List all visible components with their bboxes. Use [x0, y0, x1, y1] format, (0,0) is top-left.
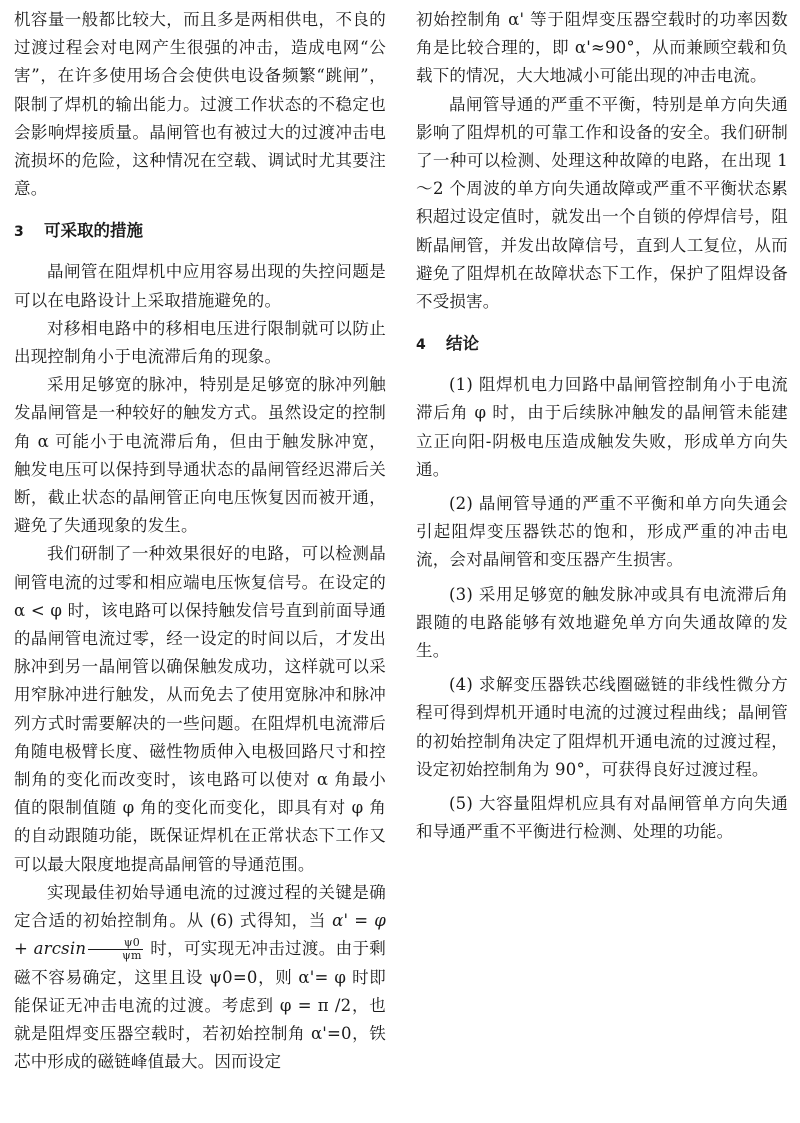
- section-3-heading: [14, 217, 386, 246]
- section-3-number: 3: [14, 224, 24, 241]
- measures-paragraph-3: 采用足够宽的脉冲，特别是足够宽的脉冲列触发晶闸管是一种较好的触发方式。虽然设定的控制角 α 可能小于电流滞后角，但由于触发脉冲宽，触发电压可以保持到导通状态的晶闸管经迟滞后关断，截止状态的晶闸管正向电压恢复因而被开通，避免了失通现象的发生。: [14, 375, 386, 536]
- p5-text-b: 时，可实现无冲击过渡。由于剩磁不容易确定，这里且设 ψ0=0，则 α'= φ 时即能保证无冲击电流的过渡。考虑到 φ = π /2，也就是阻焊变压器空载时，若初始控制角 α'=0，铁芯中形成的磁链峰值最大。因而设定: [14, 939, 386, 1072]
- initial-angle-formula: α' = φ + arcsin: [14, 911, 387, 959]
- continued-paragraph: 初始控制角 α' 等于阻焊变压器空载时的功率因数角是比较合理的，即 α'≈90°，从而兼顾空载和负载下的情况，大大地减小可能出现的冲击电流。: [416, 10, 788, 86]
- intro-paragraph: 机容量一般都比较大，而且多是两相供电，不良的过渡过程会对电网产生很强的冲击，造成电网“公害”，在许多使用场合会使供电设备频繁“跳闸”，限制了焊机的输出能力。过渡工作状态的不稳定也会影响焊接质量。晶闸管也有被过大的过渡冲击电流损坏的危险，这种情况在空载、调试时尤其要注意。: [14, 10, 386, 199]
- conclusion-item-4: (4) 求解变压器铁芯线圈磁链的非线性微分方程可得到焊机开通时电流的过渡过程曲线；晶闸管的初始控制角决定了阻焊机开通电流的过渡过程，设定初始控制角为 90°，可获得良好过渡过程。: [416, 675, 788, 779]
- measures-paragraph-2: 对移相电路中的移相电压进行限制就可以防止出现控制角小于电流滞后角的现象。: [14, 318, 386, 367]
- section-4-heading: [416, 330, 788, 359]
- measures-paragraph-5: [14, 879, 386, 1076]
- measures-paragraph-1: 晶闸管在阻焊机中应用容易出现的失控问题是可以在电路设计上采取措施避免的。: [14, 262, 386, 310]
- fault-detection-paragraph: 晶闸管导通的严重不平衡，特别是单方向失通影响了阻焊机的可靠工作和设备的安全。我们研制了一种可以检测、处理这种故障的电路，在出现 1～2 个周波的单方向失通故障或严重不平衡状态累积超过设定值时，就发出一个自锁的停焊信号，阻断晶闸管，并发出故障信号，直到人工复位，从而避免了阻焊机在故障状态下工作，保护了阻焊设备不受损害。: [416, 94, 788, 312]
- measures-paragraph-4: 我们研制了一种效果很好的电路，可以检测晶闸管电流的过零和相应端电压恢复信号。在设定的 α < φ 时，该电路可以保持触发信号直到前面导通的晶闸管电流过零，经一设定的时间以后，才发出脉冲到另一晶闸管以确保触发成功，这样就可以采用窄脉冲进行触发，从而免去了使用宽脉冲和脉冲列方式时需要解决的一些问题。在阻焊机电流滞后角随电极臂长度、磁性物质伸入电极回路尺寸和控制角的变化而改变时，该电路可以使对 α 角最小值的限制值随 φ 角的变化而变化，即具有对 φ 角的自动跟随功能，既保证焊机在正常状态下工作又可以最大限度地提高晶闸管的导通范围。: [14, 544, 386, 874]
- psi-denominator: ψm: [122, 949, 142, 963]
- conclusion-item-2: (2) 晶闸管导通的严重不平衡和单方向失通会引起阻焊变压器铁芯的饱和，形成严重的冲击电流，会对晶闸管和变压器产生损害。: [416, 494, 788, 570]
- p5-text-a: 实现最佳初始导通电流的过渡过程的关键是确定合适的初始控制角。从 (6) 式得知，当: [14, 882, 386, 931]
- section-4-number: 4: [416, 337, 426, 354]
- section-4-title: 结论: [446, 334, 479, 354]
- section-3-title: 可采取的措施: [44, 221, 143, 241]
- conclusion-item-5: (5) 大容量阻焊机应具有对晶闸管单方向失通和导通严重不平衡进行检测、处理的功能。: [416, 794, 788, 842]
- conclusion-item-1: (1) 阻焊机电力回路中晶闸管控制角小于电流滞后角 φ 时，由于后续脉冲触发的晶闸管未能建立正向阳-阴极电压造成触发失败，形成单方向失通。: [416, 375, 788, 479]
- conclusion-item-3: (3) 采用足够宽的触发脉冲或具有电流滞后角跟随的电路能够有效地避免单方向失通故障的发生。: [416, 584, 788, 661]
- psi-fraction: [88, 937, 142, 962]
- psi-numerator: ψ0: [88, 937, 142, 950]
- right-column: [416, 6, 788, 846]
- left-column: [14, 6, 386, 1076]
